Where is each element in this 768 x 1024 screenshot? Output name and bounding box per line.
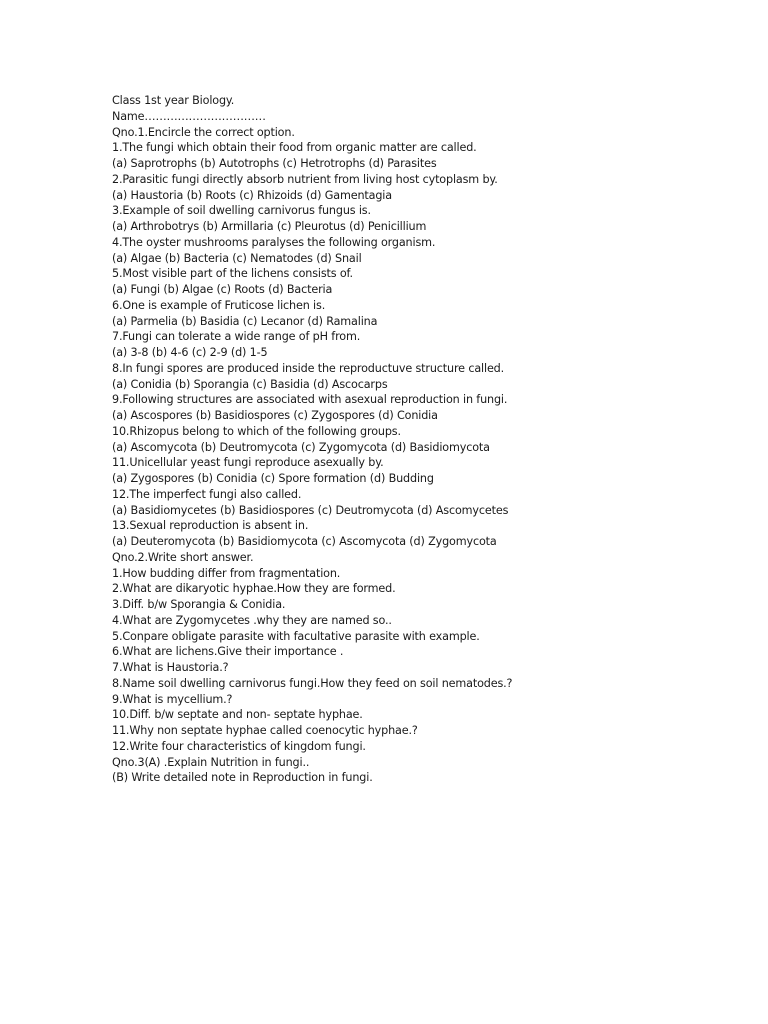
short-question-9: 9.What is mycellium.? (112, 692, 233, 706)
section-1-heading: Qno.1.Encircle the correct option. (112, 125, 295, 139)
mcq-question-5: 5.Most visible part of the lichens consists of. (112, 267, 353, 281)
mcq-options-9: (a) Ascospores (b) Basidiospores (c) Zygospores (d) Conidia (112, 409, 438, 422)
name-field: Name…………………………… (112, 109, 266, 123)
short-question-5: 5.Conpare obligate parasite with facultative parasite with example. (112, 629, 480, 643)
mcq-options-13: (a) Deuteromycota (b) Basidiomycota (c) Ascomycota (d) Zygomycota (112, 535, 497, 548)
mcq-question-6: 6.One is example of Fruticose lichen is. (112, 298, 326, 312)
short-question-4: 4.What are Zygomycetes .why they are named so.. (112, 613, 392, 627)
short-question-10: 10.Diff. b/w septate and non- septate hyphae. (112, 708, 363, 722)
section-2-heading: Qno.2.Write short answer. (112, 550, 254, 564)
short-question-11: 11.Why non septate hyphae called coenocytic hyphae.? (112, 724, 418, 737)
short-question-12: 12.Write four characteristics of kingdom fungi. (112, 739, 366, 753)
mcq-question-1: 1.The fungi which obtain their food from organic matter are called. (112, 141, 477, 155)
short-question-3: 3.Diff. b/w Sporangia & Conidia. (112, 598, 286, 611)
mcq-question-3: 3.Example of soil dwelling carnivorus fungus is. (112, 204, 371, 218)
mcq-options-3: (a) Arthrobotrys (b) Armillaria (c) Pleurotus (d) Penicillium (112, 220, 427, 233)
mcq-question-12: 12.The imperfect fungi also called. (112, 487, 302, 501)
mcq-options-12: (a) Basidiomycetes (b) Basidiospores (c) Deutromycota (d) Ascomycetes (112, 503, 509, 517)
mcq-options-11: (a) Zygospores (b) Conidia (c) Spore formation (d) Budding (112, 472, 434, 485)
short-question-8: 8.Name soil dwelling carnivorus fungi.How they feed on soil nematodes.? (112, 676, 513, 690)
mcq-options-8: (a) Conidia (b) Sporangia (c) Basidia (d) Ascocarps (112, 377, 388, 391)
section-3a-heading: Qno.3(A) .Explain Nutrition in fungi.. (112, 755, 310, 769)
mcq-question-8: 8.In fungi spores are produced inside the reproductuve structure called. (112, 361, 505, 375)
section-3b-heading: (B) Write detailed note in Reproduction in fungi. (112, 771, 373, 785)
class-heading: Class 1st year Biology. (112, 94, 235, 107)
mcq-options-6: (a) Parmelia (b) Basidia (c) Lecanor (d) Ramalina (112, 314, 378, 328)
mcq-question-2: 2.Parasitic fungi directly absorb nutrient from living host cytoplasm by. (112, 172, 498, 186)
mcq-question-13: 13.Sexual reproduction is absent in. (112, 519, 309, 533)
short-question-2: 2.What are dikaryotic hyphae.How they are formed. (112, 582, 396, 596)
mcq-question-9: 9.Following structures are associated with asexual reproduction in fungi. (112, 393, 508, 407)
mcq-options-10: (a) Ascomycota (b) Deutromycota (c) Zygomycota (d) Basidiomycota (112, 440, 490, 454)
mcq-question-10: 10.Rhizopus belong to which of the following groups. (112, 424, 401, 438)
mcq-question-7: 7.Fungi can tolerate a wide range of pH from. (112, 330, 361, 344)
mcq-question-11: 11.Unicellular yeast fungi reproduce asexually by. (112, 456, 384, 470)
mcq-options-1: (a) Saprotrophs (b) Autotrophs (c) Hetrotrophs (d) Parasites (112, 157, 437, 170)
mcq-options-2: (a) Haustoria (b) Roots (c) Rhizoids (d) Gamentagia (112, 188, 392, 202)
short-question-7: 7.What is Haustoria.? (112, 661, 229, 674)
short-question-6: 6.What are lichens.Give their importance . (112, 645, 344, 659)
mcq-options-5: (a) Fungi (b) Algae (c) Roots (d) Bacteria (112, 283, 333, 296)
mcq-question-4: 4.The oyster mushrooms paralyses the following organism. (112, 235, 436, 249)
short-question-1: 1.How budding differ from fragmentation. (112, 566, 341, 580)
mcq-options-7: (a) 3-8 (b) 4-6 (c) 2-9 (d) 1-5 (112, 346, 268, 359)
mcq-options-4: (a) Algae (b) Bacteria (c) Nematodes (d) Snail (112, 251, 362, 265)
document-page (112, 93, 732, 786)
